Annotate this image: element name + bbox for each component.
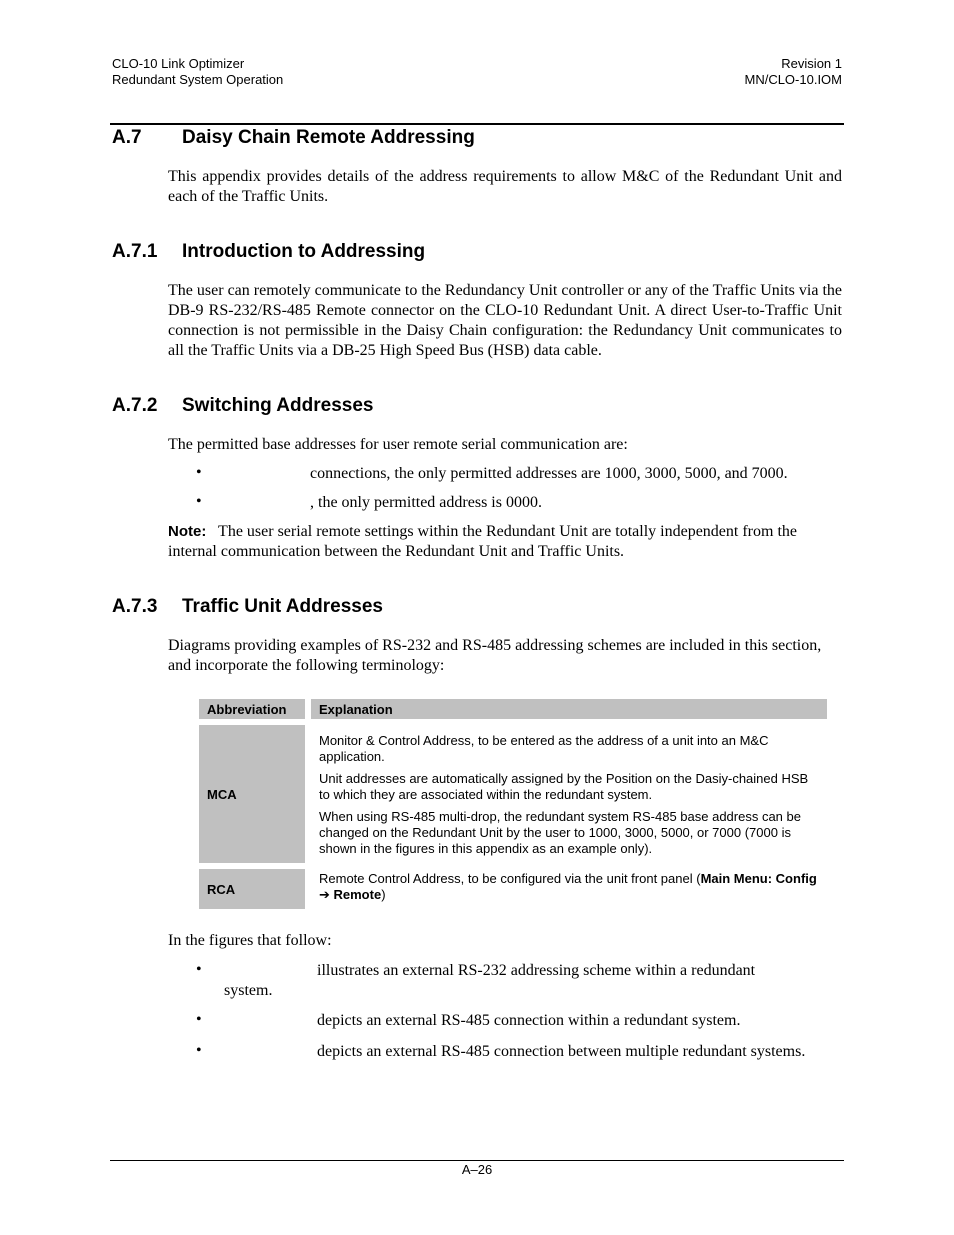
- switching-bullet-2: , the only permitted address is 0000.: [310, 494, 542, 511]
- section-a71-body: The user can remotely communicate to the Redundancy Unit controller or any of the Traffic Units via the DB-9 RS-232/RS-485 Remote connector on the CLO-10 Redundant Unit. A direct User-to-Traffic Unit connection is not permissible in the Daisy Chain configuration: the Redundancy Unit communicates to all the Traffic Units via a DB-25 High Speed Bus (HSB) data cable.: [168, 282, 842, 359]
- header-doc-number: MN/CLO-10.IOM: [744, 72, 842, 87]
- section-title: Daisy Chain Remote Addressing: [182, 127, 475, 148]
- rca-close-paren: ): [381, 887, 386, 902]
- section-a7-body: This appendix provides details of the address requirements to allow M&C of the Redundant Unit and each of the Traffic Units.: [168, 168, 842, 205]
- page-number: A–26: [461, 1162, 493, 1177]
- table-header-abbreviation: Abbreviation: [199, 699, 305, 719]
- figure-bullet-3: depicts an external RS-485 connection between multiple redundant systems.: [317, 1043, 806, 1060]
- table-header-row: [199, 699, 827, 719]
- section-number: A.7.1: [112, 241, 158, 262]
- section-title: Switching Addresses: [182, 395, 374, 416]
- bullet-icon: •: [196, 961, 202, 978]
- table-header-explanation: Explanation: [311, 699, 827, 719]
- section-title: Traffic Unit Addresses: [182, 596, 383, 617]
- table-cell-abbreviation: MCA: [199, 725, 305, 863]
- figure-bullet-1-continuation: system.: [224, 982, 273, 999]
- rca-description: Remote Control Address, to be configured via the unit front panel (: [319, 871, 701, 886]
- section-title: Introduction to Addressing: [182, 241, 426, 262]
- section-number: A.7.2: [112, 395, 158, 416]
- figures-intro: In the figures that follow:: [168, 932, 332, 949]
- note-text: The user serial remote settings within the Redundant Unit are totally independent from the internal communication between the Redundant Unit and Traffic Units.: [168, 523, 797, 560]
- header-doc-title: CLO-10 Link Optimizer: [112, 56, 245, 71]
- bullet-icon: •: [196, 493, 202, 510]
- rca-menu-path: Main Menu: Config ➔ Remote: [319, 871, 817, 902]
- bullet-icon: •: [196, 464, 202, 481]
- figure-bullet-2: depicts an external RS-485 connection within a redundant system.: [317, 1012, 741, 1029]
- section-heading-a7: [112, 127, 475, 149]
- running-header-right: [744, 56, 842, 88]
- bullet-icon: •: [196, 1042, 202, 1059]
- mca-position-note: Unit addresses are automatically assigned by the Position on the Dasiy-chained HSB to which they are associated within the redundant system.: [319, 771, 809, 802]
- table-row: [199, 869, 827, 909]
- header-chapter-title: Redundant System Operation: [112, 72, 284, 87]
- section-heading-a73: [112, 596, 383, 618]
- bullet-icon: •: [196, 1011, 202, 1028]
- section-number: A.7: [112, 127, 142, 148]
- section-heading-a71: [112, 241, 425, 263]
- section-heading-a72: [112, 395, 373, 417]
- table-cell-abbreviation: RCA: [199, 869, 305, 909]
- section-a73-intro: Diagrams providing examples of RS-232 and RS-485 addressing schemes are included in this section, and incorporate the following terminology:: [168, 637, 822, 674]
- switching-bullet-1: connections, the only permitted addresses are 1000, 3000, 5000, and 7000.: [310, 465, 788, 482]
- running-header-left: [112, 56, 283, 88]
- mca-description: Monitor & Control Address, to be entered as the address of a unit into an M&C application.: [319, 733, 769, 764]
- figure-bullet-1: illustrates an external RS-232 addressing scheme within a redundant: [317, 962, 756, 979]
- table-row: [199, 725, 827, 863]
- section-a72-intro: The permitted base addresses for user remote serial communication are:: [168, 436, 628, 453]
- table-cell-explanation: [311, 725, 827, 863]
- table-cell-explanation: [311, 869, 827, 909]
- footer-rule: [110, 1160, 844, 1161]
- section-number: A.7.3: [112, 596, 158, 617]
- header-revision: Revision 1: [781, 56, 842, 71]
- note-label: Note:: [168, 523, 207, 540]
- note-block: [168, 522, 842, 562]
- header-rule: [110, 123, 844, 125]
- mca-rs485-note: When using RS-485 multi-drop, the redundant system RS-485 base address can be changed on the Redundant Unit by the user to 1000, 3000, 5000, or 7000 (7000 is shown in the figures in this appendix as an example only).: [319, 809, 801, 856]
- terminology-table: [199, 699, 827, 909]
